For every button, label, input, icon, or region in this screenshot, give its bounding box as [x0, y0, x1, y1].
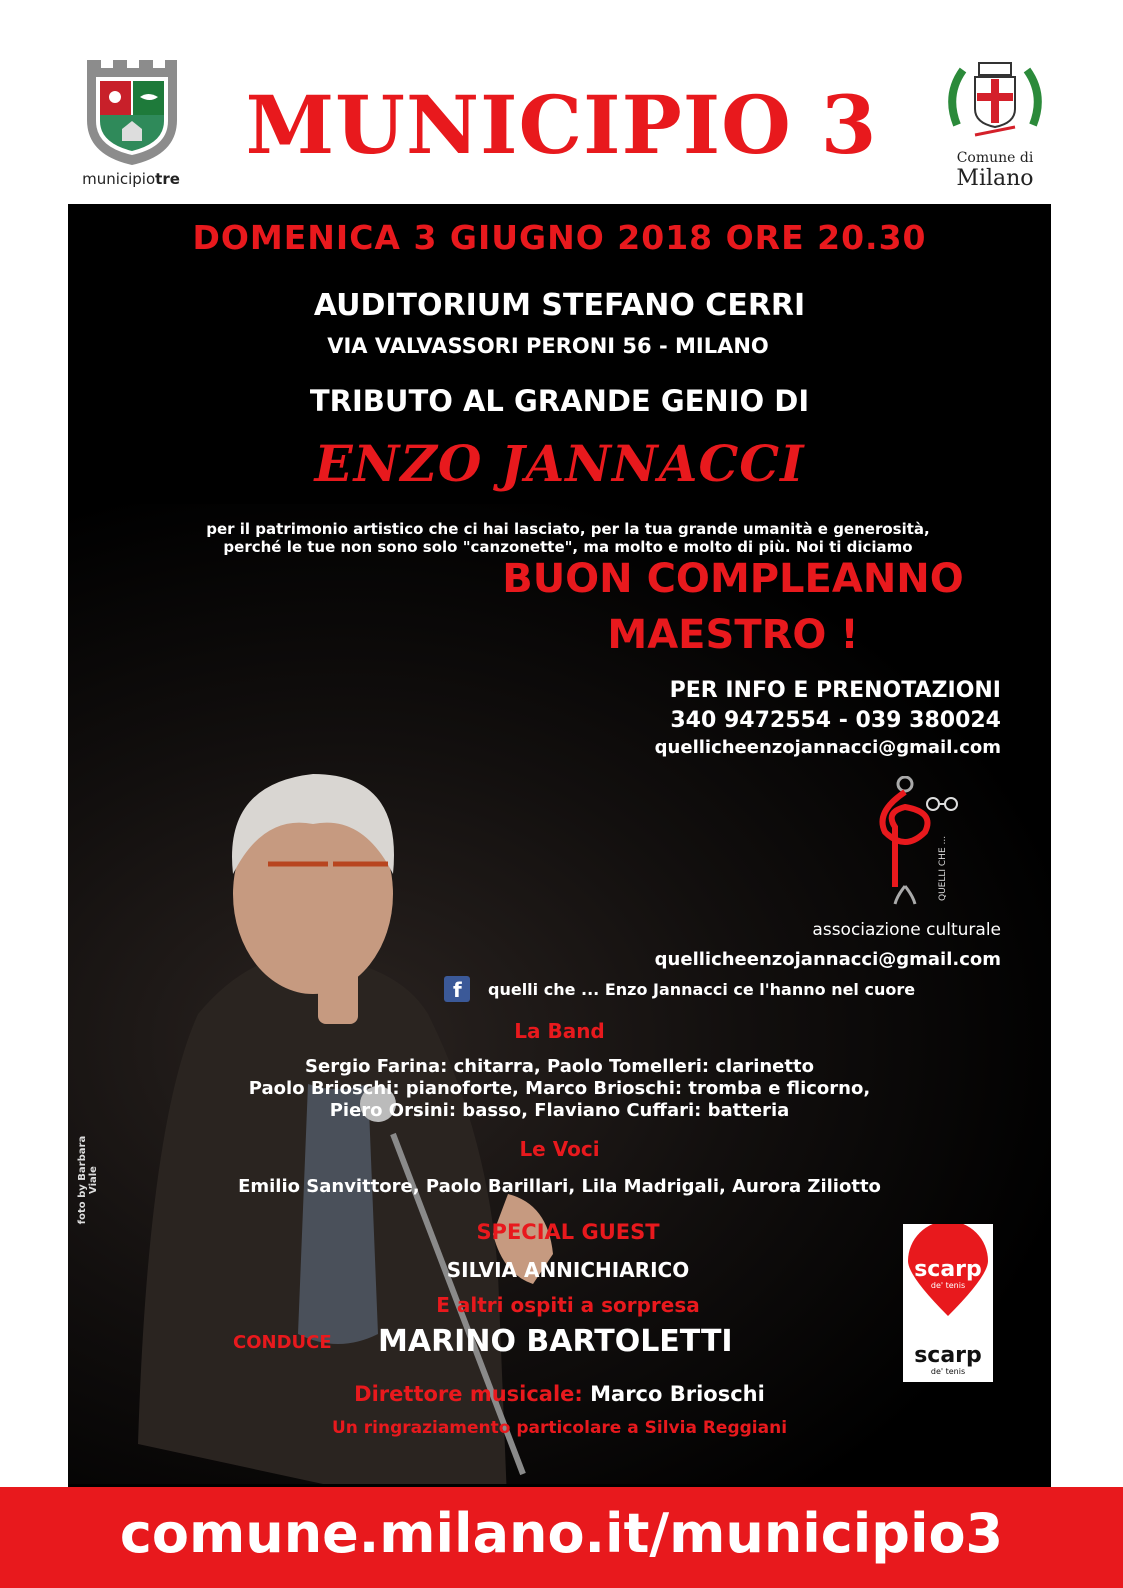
music-director-name: Marco Brioschi: [590, 1382, 765, 1406]
scarp-top-word: scarp: [914, 1257, 982, 1282]
host-name: MARINO BARTOLETTI: [378, 1324, 733, 1359]
association-label: associazione culturale: [812, 920, 1001, 940]
tribute-heading: TRIBUTO AL GRANDE GENIO DI: [309, 384, 810, 418]
event-date: DOMENICA 3 GIUGNO 2018 ORE 20.30: [192, 218, 927, 257]
footer-url-link[interactable]: comune.milano.it/municipio3: [119, 1502, 1004, 1565]
special-guest-heading: SPECIAL GUEST: [476, 1220, 660, 1244]
page-title: MUNICIPIO 3: [245, 78, 878, 172]
association-email[interactable]: quellicheenzojannacci@gmail.com: [654, 949, 1001, 970]
band-heading: La Band: [514, 1019, 605, 1043]
scarp-bottom-sub: de' tenis: [930, 1367, 966, 1376]
special-guest-name: SILVIA ANNICHIARICO: [446, 1258, 690, 1282]
band-line-2: Paolo Brioschi: pianoforte, Marco Brioschi: tromba e flicorno,: [248, 1078, 871, 1099]
other-guests-note: E altri ospiti a sorpresa: [436, 1293, 700, 1317]
scarp-top-sub: de' tenis: [930, 1281, 966, 1290]
thanks-note: Un ringraziamento particolare a Silvia Reggiani: [331, 1418, 788, 1438]
comune-label: Comune di: [956, 150, 1034, 166]
honoree-name: ENZO JANNACCI: [314, 434, 805, 493]
dedication-line-2: perché le tue non sono solo "canzonette", ma molto e molto di più. Noi ti diciamo: [223, 538, 913, 556]
voices-heading: Le Voci: [519, 1137, 600, 1161]
event-venue: AUDITORIUM STEFANO CERRI: [313, 288, 806, 323]
band-line-1: Sergio Farina: chitarra, Paolo Tomelleri: clarinetto: [305, 1056, 814, 1077]
dedication-line-1: per il patrimonio artistico che ci hai lasciato, per la tua grande umanità e generosità,: [206, 520, 930, 538]
dedication-paragraph: [68, 520, 1051, 556]
voices-names: Emilio Sanvittore, Paolo Barillari, Lila Madrigali, Aurora Ziliotto: [238, 1176, 881, 1197]
info-heading: PER INFO E PRENOTAZIONI: [669, 678, 1001, 703]
facebook-icon[interactable]: f: [444, 976, 470, 1002]
music-director: [68, 1382, 1051, 1406]
comune-milano-crest-logo: [945, 55, 1045, 154]
milano-label: Milano: [956, 166, 1034, 191]
info-phones: 340 9472554 - 039 380024: [670, 708, 1001, 733]
scarp-bottom-word: scarp: [914, 1343, 982, 1368]
association-logo-text: QUELLI CHE ...: [938, 835, 948, 901]
scarp-de-tenis-logo: [903, 1224, 993, 1382]
info-email[interactable]: quellicheenzojannacci@gmail.com: [654, 737, 1001, 758]
photo-credit: foto by Barbara Viale: [77, 1135, 99, 1225]
birthday-line-1: BUON COMPLEANNO: [502, 556, 964, 602]
municipio-tre-label: municipiotre: [82, 170, 180, 188]
association-logo: [863, 776, 973, 906]
music-director-label: Direttore musicale:: [354, 1382, 583, 1406]
host-label: CONDUCE: [233, 1332, 332, 1353]
birthday-line-2: MAESTRO !: [607, 612, 859, 658]
event-poster: [68, 204, 1051, 1487]
event-address: VIA VALVASSORI PERONI 56 - MILANO: [327, 334, 769, 358]
band-line-3: Piero Orsini: basso, Flaviano Cuffari: batteria: [329, 1100, 790, 1121]
facebook-page-label[interactable]: quelli che ... Enzo Jannacci ce l'hanno nel cuore: [488, 980, 916, 999]
